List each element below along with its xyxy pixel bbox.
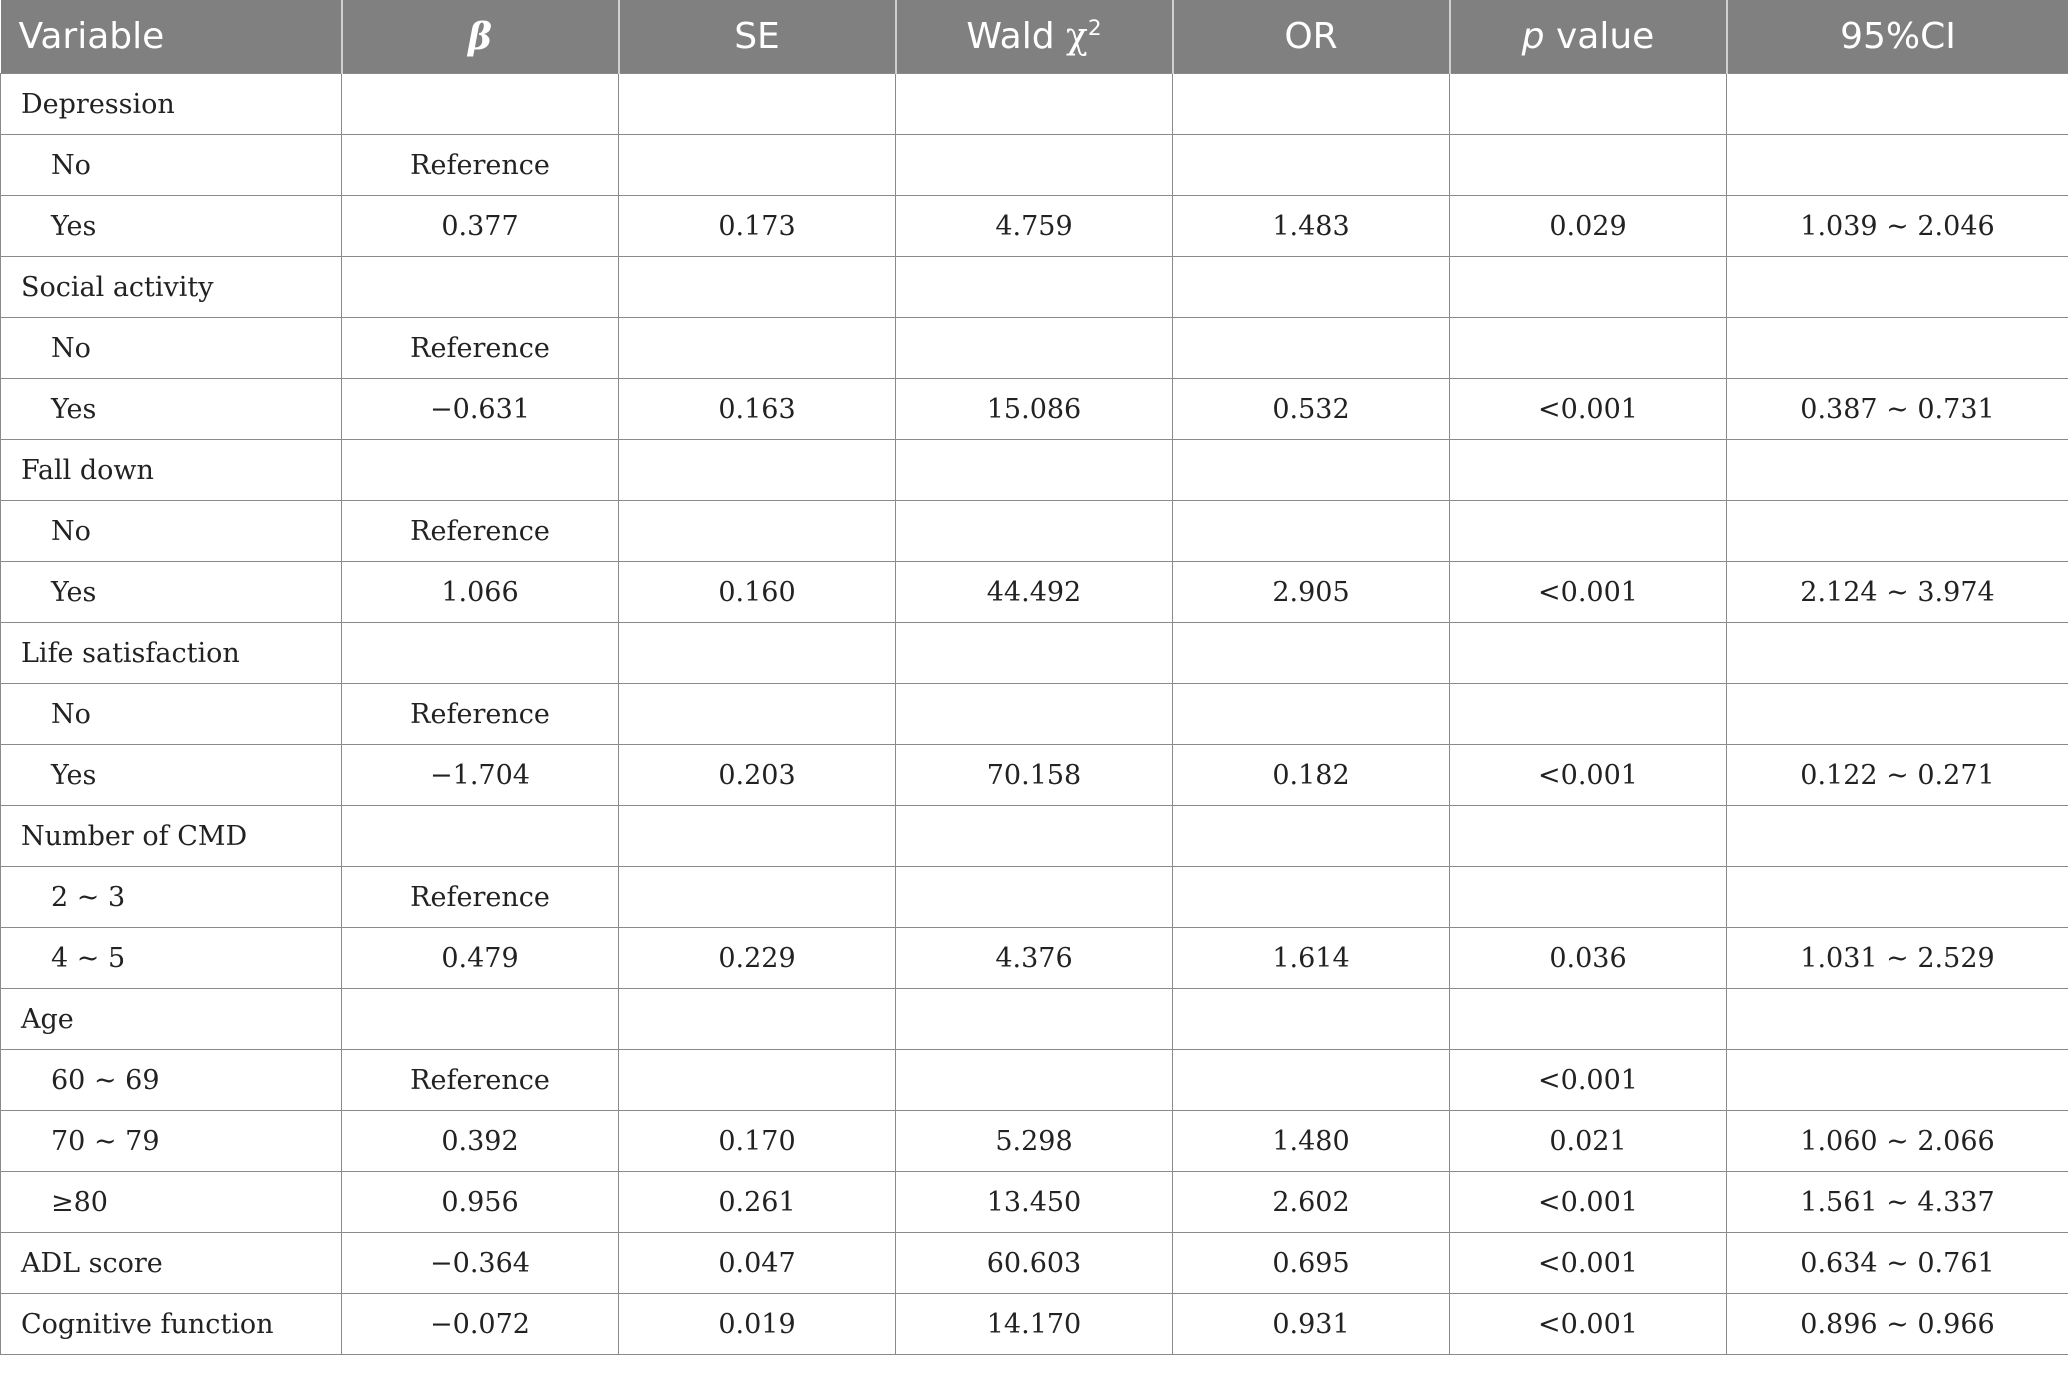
header-wald-superscript: 2	[1087, 16, 1102, 41]
cell-se	[619, 867, 896, 928]
cell-variable: No	[1, 501, 342, 562]
cell-wald	[896, 318, 1173, 379]
cell-ci: 0.634 ~ 0.761	[1727, 1233, 2068, 1294]
table-row	[1, 135, 2068, 196]
cell-se	[619, 623, 896, 684]
table-row	[1, 562, 2068, 623]
cell-variable: Cognitive function	[1, 1294, 342, 1355]
cell-variable: Yes	[1, 562, 342, 623]
cell-variable: No	[1, 684, 342, 745]
cell-se: 0.173	[619, 196, 896, 257]
cell-or	[1173, 501, 1450, 562]
cell-p-value	[1450, 257, 1727, 318]
cell-se	[619, 135, 896, 196]
cell-ci	[1727, 501, 2068, 562]
table-row	[1, 501, 2068, 562]
cell-variable: Life satisfaction	[1, 623, 342, 684]
header-ci-label: 95%CI	[1840, 16, 1956, 57]
table-row	[1, 989, 2068, 1050]
header-se-label: SE	[734, 16, 780, 57]
table-row	[1, 928, 2068, 989]
cell-p-value: <0.001	[1450, 1172, 1727, 1233]
header-wald	[896, 0, 1173, 74]
cell-wald: 13.450	[896, 1172, 1173, 1233]
cell-ci: 0.122 ~ 0.271	[1727, 745, 2068, 806]
table-row	[1, 623, 2068, 684]
cell-beta	[342, 257, 619, 318]
cell-or: 1.614	[1173, 928, 1450, 989]
table-row	[1, 1233, 2068, 1294]
cell-ci: 1.561 ~ 4.337	[1727, 1172, 2068, 1233]
table-row	[1, 196, 2068, 257]
cell-beta: −1.704	[342, 745, 619, 806]
cell-or	[1173, 684, 1450, 745]
cell-beta: Reference	[342, 135, 619, 196]
cell-se	[619, 684, 896, 745]
table-header	[1, 0, 2068, 74]
cell-variable: Yes	[1, 196, 342, 257]
table-row	[1, 318, 2068, 379]
cell-or	[1173, 623, 1450, 684]
cell-se	[619, 257, 896, 318]
table-row	[1, 684, 2068, 745]
cell-wald: 60.603	[896, 1233, 1173, 1294]
cell-beta: Reference	[342, 1050, 619, 1111]
table-row	[1, 74, 2068, 135]
cell-or	[1173, 135, 1450, 196]
cell-or: 2.602	[1173, 1172, 1450, 1233]
cell-se: 0.163	[619, 379, 896, 440]
cell-beta	[342, 440, 619, 501]
cell-variable: Number of CMD	[1, 806, 342, 867]
cell-beta: −0.364	[342, 1233, 619, 1294]
cell-variable: Social activity	[1, 257, 342, 318]
table-row	[1, 745, 2068, 806]
cell-beta	[342, 806, 619, 867]
cell-se	[619, 440, 896, 501]
cell-se	[619, 501, 896, 562]
cell-p-value	[1450, 684, 1727, 745]
cell-wald: 70.158	[896, 745, 1173, 806]
cell-or	[1173, 806, 1450, 867]
cell-wald: 4.759	[896, 196, 1173, 257]
cell-ci	[1727, 318, 2068, 379]
cell-beta: 0.956	[342, 1172, 619, 1233]
cell-beta	[342, 989, 619, 1050]
cell-or: 1.483	[1173, 196, 1450, 257]
cell-or: 0.532	[1173, 379, 1450, 440]
table-body	[1, 74, 2068, 1355]
cell-beta	[342, 74, 619, 135]
cell-variable: ≥80	[1, 1172, 342, 1233]
cell-ci: 1.039 ~ 2.046	[1727, 196, 2068, 257]
cell-or	[1173, 74, 1450, 135]
cell-p-value: 0.029	[1450, 196, 1727, 257]
table-row	[1, 379, 2068, 440]
cell-p-value	[1450, 440, 1727, 501]
cell-p-value: <0.001	[1450, 379, 1727, 440]
header-variable-label: Variable	[18, 16, 165, 57]
cell-or: 0.695	[1173, 1233, 1450, 1294]
cell-p-value: <0.001	[1450, 562, 1727, 623]
cell-or	[1173, 1050, 1450, 1111]
cell-variable: No	[1, 318, 342, 379]
cell-ci: 0.896 ~ 0.966	[1727, 1294, 2068, 1355]
cell-se	[619, 989, 896, 1050]
header-beta-label: β	[468, 15, 492, 58]
cell-p-value: <0.001	[1450, 1233, 1727, 1294]
header-variable	[1, 0, 342, 74]
cell-ci: 1.031 ~ 2.529	[1727, 928, 2068, 989]
cell-or	[1173, 989, 1450, 1050]
table-row	[1, 1111, 2068, 1172]
header-wald-label: Wald	[966, 16, 1067, 57]
cell-beta: Reference	[342, 684, 619, 745]
cell-wald	[896, 989, 1173, 1050]
cell-variable: 4 ~ 5	[1, 928, 342, 989]
cell-p-value: <0.001	[1450, 745, 1727, 806]
cell-ci	[1727, 989, 2068, 1050]
cell-p-value	[1450, 501, 1727, 562]
cell-ci	[1727, 623, 2068, 684]
cell-wald: 5.298	[896, 1111, 1173, 1172]
cell-variable: 70 ~ 79	[1, 1111, 342, 1172]
cell-or: 1.480	[1173, 1111, 1450, 1172]
cell-or	[1173, 440, 1450, 501]
cell-variable: Fall down	[1, 440, 342, 501]
cell-wald	[896, 806, 1173, 867]
cell-se	[619, 74, 896, 135]
cell-p-value	[1450, 623, 1727, 684]
table-row	[1, 806, 2068, 867]
cell-se: 0.019	[619, 1294, 896, 1355]
header-p-suffix: value	[1544, 16, 1655, 57]
table-row	[1, 1294, 2068, 1355]
cell-se	[619, 1050, 896, 1111]
cell-variable: Yes	[1, 379, 342, 440]
cell-wald	[896, 74, 1173, 135]
cell-ci	[1727, 440, 2068, 501]
cell-or	[1173, 257, 1450, 318]
cell-beta: −0.631	[342, 379, 619, 440]
cell-wald	[896, 867, 1173, 928]
header-or-label: OR	[1284, 16, 1338, 57]
table-row	[1, 257, 2068, 318]
cell-p-value: <0.001	[1450, 1294, 1727, 1355]
cell-ci	[1727, 74, 2068, 135]
cell-se: 0.229	[619, 928, 896, 989]
cell-p-value	[1450, 318, 1727, 379]
cell-se	[619, 806, 896, 867]
cell-p-value	[1450, 74, 1727, 135]
cell-variable: Yes	[1, 745, 342, 806]
cell-wald	[896, 684, 1173, 745]
cell-ci	[1727, 135, 2068, 196]
table-row	[1, 1172, 2068, 1233]
cell-ci	[1727, 1050, 2068, 1111]
cell-ci: 1.060 ~ 2.066	[1727, 1111, 2068, 1172]
cell-or: 2.905	[1173, 562, 1450, 623]
cell-variable: No	[1, 135, 342, 196]
cell-variable: 60 ~ 69	[1, 1050, 342, 1111]
cell-wald	[896, 1050, 1173, 1111]
cell-p-value	[1450, 135, 1727, 196]
header-se	[619, 0, 896, 74]
cell-ci	[1727, 867, 2068, 928]
cell-wald	[896, 135, 1173, 196]
header-p-italic: p	[1521, 16, 1545, 57]
cell-p-value: <0.001	[1450, 1050, 1727, 1111]
cell-wald: 44.492	[896, 562, 1173, 623]
cell-ci	[1727, 806, 2068, 867]
cell-ci: 0.387 ~ 0.731	[1727, 379, 2068, 440]
cell-se: 0.203	[619, 745, 896, 806]
cell-wald: 15.086	[896, 379, 1173, 440]
cell-variable: Depression	[1, 74, 342, 135]
cell-se: 0.047	[619, 1233, 896, 1294]
cell-p-value	[1450, 867, 1727, 928]
cell-beta: 0.392	[342, 1111, 619, 1172]
cell-wald	[896, 623, 1173, 684]
header-row	[1, 0, 2068, 74]
header-ci	[1727, 0, 2068, 74]
cell-wald	[896, 440, 1173, 501]
header-beta	[342, 0, 619, 74]
cell-se: 0.261	[619, 1172, 896, 1233]
cell-beta: Reference	[342, 867, 619, 928]
header-p-value	[1450, 0, 1727, 74]
header-wald-chi: χ	[1066, 16, 1088, 57]
cell-variable: ADL score	[1, 1233, 342, 1294]
cell-wald: 14.170	[896, 1294, 1173, 1355]
cell-beta	[342, 623, 619, 684]
cell-beta: Reference	[342, 318, 619, 379]
cell-beta: −0.072	[342, 1294, 619, 1355]
cell-or	[1173, 867, 1450, 928]
cell-or: 0.182	[1173, 745, 1450, 806]
cell-variable: 2 ~ 3	[1, 867, 342, 928]
cell-or: 0.931	[1173, 1294, 1450, 1355]
cell-beta: 1.066	[342, 562, 619, 623]
cell-beta: 0.377	[342, 196, 619, 257]
cell-p-value: 0.036	[1450, 928, 1727, 989]
cell-se: 0.170	[619, 1111, 896, 1172]
cell-p-value	[1450, 806, 1727, 867]
cell-wald	[896, 257, 1173, 318]
cell-wald: 4.376	[896, 928, 1173, 989]
cell-ci	[1727, 684, 2068, 745]
header-or	[1173, 0, 1450, 74]
cell-wald	[896, 501, 1173, 562]
cell-se: 0.160	[619, 562, 896, 623]
cell-variable: Age	[1, 989, 342, 1050]
table-row	[1, 440, 2068, 501]
cell-se	[619, 318, 896, 379]
cell-or	[1173, 318, 1450, 379]
cell-ci: 2.124 ~ 3.974	[1727, 562, 2068, 623]
cell-beta: Reference	[342, 501, 619, 562]
table-row	[1, 1050, 2068, 1111]
table-row	[1, 867, 2068, 928]
cell-beta: 0.479	[342, 928, 619, 989]
cell-ci	[1727, 257, 2068, 318]
cell-p-value	[1450, 989, 1727, 1050]
cell-p-value: 0.021	[1450, 1111, 1727, 1172]
